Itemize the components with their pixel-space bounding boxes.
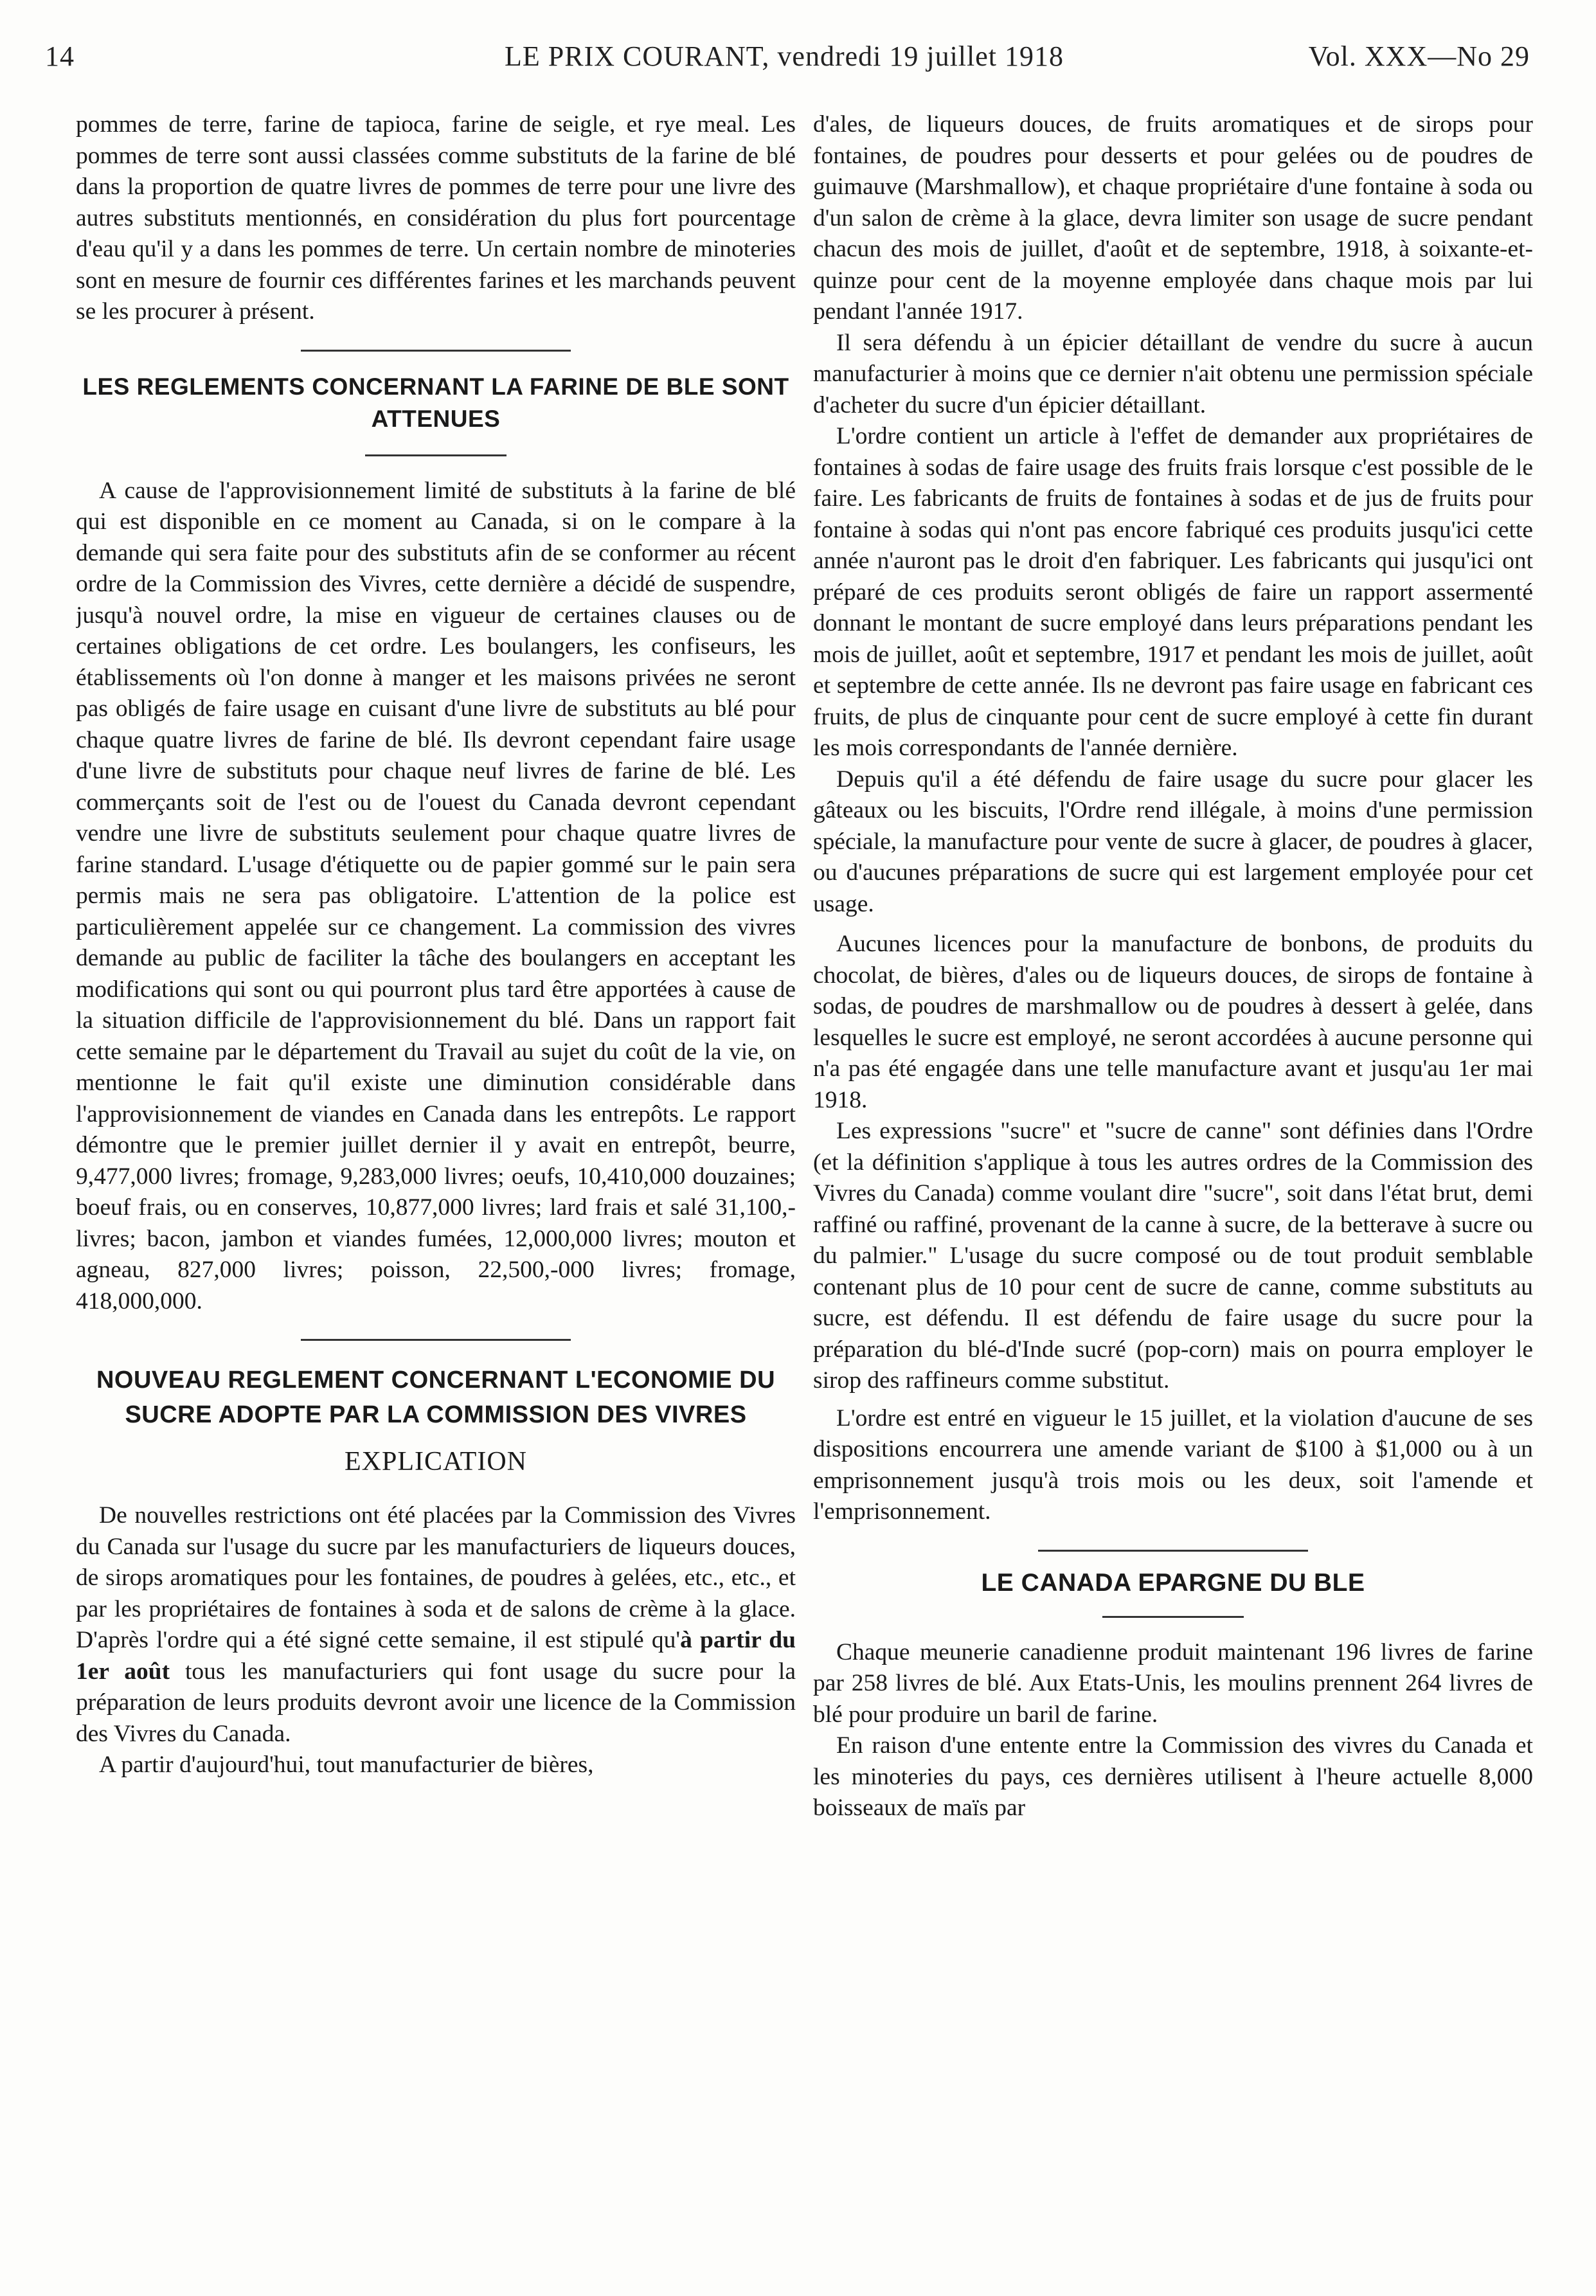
article-paragraph: Chaque meunerie canadienne produit maintenant 196 livres de farine par 258 livres de blé. Aux Etats-Unis, les moulins prennent 264 livres de blé pour produire un baril de farine. bbox=[813, 1638, 1533, 1728]
article-paragraph: A cause de l'approvisionnement limité de substituts à la farine de blé qui est disponible en ce moment au Canada, si on le compare à la demande qui sera faite pour des substituts afin de se conformer au récent ordre de la Commission des Vivres, cette dernière a décidé de suspendre, jusqu'à nouvel ordre, la mise en vigueur de certaines clauses ou de certaines obligations de cet ordre. Les boulangers, les confiseurs, les établissements où l'on donne à manger et les maisons privées ne seront pas obligés de faire usage en cuisant d'une livre de substituts au blé pour chaque quatre livres de farine de blé. Ils devront cependant faire usage d'une livre de substituts pour chaque neuf livres de farine de blé. Les commerçants soit de l'est ou de l'ouest du Canada devront cependant vendre une livre de substituts seulement pour chaque quatre livres de farine standard. L'usage d'étiquette ou de papier gommé sur le pain sera permis mais ne sera pas obligatoire. L'attention de la police est particulièrement appelée sur ce changement. La commission des vivres demande au public de faciliter la tâche des boulangers en acceptant les modifications qui sont ou qui pourront plus tard être apportées à cause de la situation difficile de l'approvisionnement du blé. Dans un rapport fait cette semaine par le département du Travail au sujet du coût de la vie, on mentionne le fait qu'il existe une diminution considérable dans l'approvisionnement de viandes en Canada dans les entrepôts. Le rapport démontre que le premier juillet dernier il y avait en entrepôt, beurre, 9,477,000 livres; fromage, 9,283,000 livres; oeufs, 10,410,000 douzaines; boeuf frais, ou en conserves, 10,877,000 livres; lard frais et salé 31,100,-livres; bacon, jambon et viandes fumées, 12,000,000 livres; mouton et agneau, 827,000 livres; poisson, 22,500,-000 livres; fromage, 418,000,000. bbox=[76, 477, 796, 1314]
intro-paragraph: pommes de terre, farine de tapioca, farine de seigle, et rye meal. Les pommes de terre sont aussi classées comme substituts de la farine de blé dans la proportion de quatre livres de pommes de terre pour une livre des autres substituts mentionnés, en considération du plus fort pourcentage d'eau qu'il y a dans les pommes de terre. Un certain nombre de minoteries sont en mesure de fournir ces différentes farines et les marchands peuvent se les procurer à présent. bbox=[76, 111, 796, 325]
divider bbox=[301, 350, 571, 352]
article-paragraph: Il sera défendu à un épicier détaillant de vendre du sucre à aucun manufacturier à moins que ce dernier n'ait obtenu une permission spéciale d'acheter du sucre d'un épicier détaillant. bbox=[813, 329, 1533, 418]
article-paragraph: A partir d'aujourd'hui, tout manufacturier de bières, bbox=[99, 1752, 594, 1778]
article-paragraph bbox=[76, 1500, 796, 1750]
divider bbox=[301, 1339, 571, 1341]
right-column bbox=[813, 109, 1533, 2275]
publication-title: LE PRIX COURANT, vendredi 19 juillet 1918 bbox=[505, 40, 1064, 72]
article-paragraph: d'ales, de liqueurs douces, de fruits aromatiques et de sirops pour fontaines, de poudres pour desserts et pour gelées ou de poudres de guimauve (Marshmallow), et chaque propriétaire d'une fontaine à soda ou d'un salon de crème à la glace, devra limiter son usage de sucre pendant chacun des mois de juillet, d'août et de septembre, 1918, à soixante-et-quinze pour cent de la moyenne employée dans chaque mois par lui pendant l'année 1917. bbox=[813, 111, 1533, 325]
article-paragraph: Aucunes licences pour la manufacture de bonbons, de produits du chocolat, de bières, d'ales ou de liqueurs douces, de sirops de fontaine à sodas, de poudres de marshmallow ou de poudres à dessert à gelée, dans lesquelles le sucre est employé, ne seront accordées à aucune personne qui n'a pas été engagée dans une telle manufacture avant et jusqu'au 1er mai 1918. bbox=[813, 931, 1533, 1113]
page-number: 14 bbox=[45, 40, 75, 72]
article-paragraph: L'ordre est entré en vigueur le 15 juillet, et la violation d'aucune de ses dispositions encourrera une amende variant de $100 à $1,000 ou à un emprisonnement jusqu'à trois mois ou les deux, soit l'amende et l'emprisonnement. bbox=[813, 1404, 1533, 1525]
article-text-emphasis: à partir du 1er août bbox=[76, 1627, 796, 1685]
divider bbox=[1038, 1550, 1308, 1552]
article-subheading-explication: EXPLICATION bbox=[345, 1447, 527, 1476]
left-column bbox=[76, 109, 796, 2275]
article-paragraph: En raison d'une entente entre la Commission des vivres du Canada et les minoteries du pays, ces dernières utilisent à l'heure actuelle 8,000 boisseaux de maïs par bbox=[813, 1732, 1533, 1821]
article-heading-sugar-regulation: NOUVEAU REGLEMENT CONCERNANT L'ECONOMIE DU SUCRE ADOPTE PAR LA COMMISSION DES VIVRES bbox=[96, 1367, 776, 1428]
article-paragraph: L'ordre contient un article à l'effet de demander aux propriétaires de fontaines à sodas de faire usage des fruits frais lorsque c'est possible de le faire. Les fabricants de fruits de fontaines à sodas et de jus de fruits pour fontaine à sodas qui n'ont pas encore fabriqué ces produits jusqu'ici cette année n'auront pas le droit d'en fabriquer. Les fabricants qui jusqu'ici ont préparé de ces produits seront obligés de faire un rapport assermenté donnant le montant de sucre employé dans leurs préparations pendant les mois de juillet, août et septembre, 1917 et pendant les mois de juillet, août et septembre de cette année. Ils ne devront pas faire usage en fabricant ces fruits, de plus de cinquante pour cent de sucre employé à cette fin durant les mois correspondants de l'année dernière. bbox=[813, 423, 1533, 761]
article-text: De nouvelles restrictions ont été placées par la Commission des Vivres du Canada sur l'usage du sucre par les manufacturiers de liqueurs douces, de sirops aromatiques pour les fontaines, de poudres à gelées, etc., etc., et par les propriétaires de fontaines à soda et de salons de crème à la glace. D'après l'ordre qui a été signé cette semaine, il est stipulé qu' bbox=[76, 1502, 796, 1653]
page-header bbox=[39, 40, 1530, 85]
article-heading-wheat-flour: LES REGLEMENTS CONCERNANT LA FARINE DE BLE SONT ATTENUES bbox=[82, 373, 789, 432]
divider bbox=[1102, 1616, 1244, 1618]
volume-number: Vol. XXX—No 29 bbox=[1308, 40, 1530, 72]
divider bbox=[365, 454, 507, 456]
article-paragraph: Les expressions "sucre" et "sucre de canne" sont définies dans l'Ordre (et la définition s'applique à tous les autres ordres de la Commission des Vivres du Canada) comme voulant dire "sucre", soit dans l'état brut, demi raffiné ou raffiné, provenant de la canne à sucre, de la betterave à sucre ou du palmier." L'usage du sucre composé ou de tout produit semblable contenant plus de 10 pour cent de sucre de canne, comme substituts au sucre, est défendu. Il est défendu de faire usage du sucre pour la préparation du blé-d'Inde sucré (pop-corn) mais on pourra employer le sirop des raffineurs comme substitut. bbox=[813, 1118, 1533, 1394]
article-heading-canada-wheat: LE CANADA EPARGNE DU BLE bbox=[981, 1568, 1365, 1597]
article-paragraph: Depuis qu'il a été défendu de faire usage du sucre pour glacer les gâteaux ou les biscuits, l'Ordre rend illégale, à moins d'une permission spéciale, la manufacture pour vente de sucre à glacer, de poudres à glacer, ou d'aucunes préparations de sucre qui est largement employée pour cet usage. bbox=[813, 766, 1533, 917]
article-text: tous les manufacturiers qui font usage du sucre pour la préparation de leurs produits devront avoir une licence de la Commission des Vivres du Canada. bbox=[76, 1658, 796, 1747]
